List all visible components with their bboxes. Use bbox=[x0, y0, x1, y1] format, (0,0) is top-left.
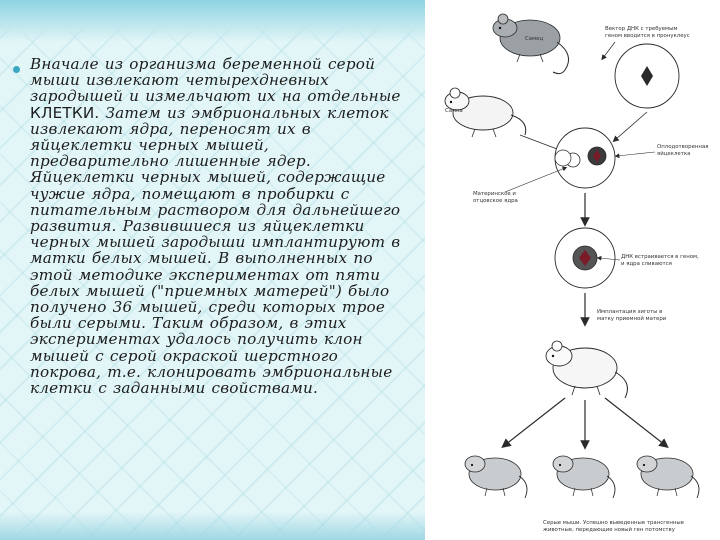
offspring-mouse-1-icon bbox=[465, 456, 527, 498]
paragraph-part-cells: КЛЕТКИ bbox=[30, 103, 95, 122]
dna-label-line2: и ядра сливаются bbox=[621, 261, 672, 267]
decorative-top-band bbox=[0, 0, 425, 42]
maternal-label-line1: Материнское и bbox=[473, 191, 516, 197]
female-label: Самка bbox=[445, 108, 463, 114]
paragraph-part-2: . Затем из эмбриональных клеток извлекают ядра, переносят их в яйцеклетки черных мышей, предварительно лишенные ядер. Яйцеклетки черных мышей, содержащие чужие ядра, помещают в пробирки с питательным раствором для дальнейшего развития. Развившиеся из яйцеклетки черных мышей зародыши имплантируют в матки белых мышей. В выполненных по этой методике экспериментах от пяти белых мышей ("приемных матерей") было получено 36 мышей, среди которых трое были серыми. Таким образом, в этих экспериментах удалось получить клон мышей с серой окраской шерстного покрова, т.е. клонировать эмбриональные клетки с заданными свойствами. bbox=[30, 103, 401, 398]
dna-label-line1: ДНК встраивается в геном, bbox=[621, 254, 699, 260]
offspring-mouse-2-icon bbox=[553, 456, 615, 498]
fertilized-label-line2: яйцеклетка bbox=[657, 151, 691, 157]
bottom-caption-line2: животные, передающие новый ген потомству bbox=[543, 527, 675, 533]
body-paragraph bbox=[30, 56, 402, 396]
top-right-label-line2: геном вводится в пронуклеус bbox=[605, 33, 690, 39]
implant-label-line2: матку приемной матери bbox=[597, 316, 667, 322]
male-label: Самец bbox=[525, 36, 544, 42]
surrogate-mouse-icon bbox=[546, 341, 627, 398]
fertilized-label-line1: Оплодотворенная bbox=[657, 144, 709, 150]
male-mouse-icon bbox=[493, 14, 569, 74]
top-right-label-line1: Вектор ДНК с требуемым bbox=[605, 26, 678, 32]
paragraph-part-1: Вначале из организма беременной серой мыши извлекают четырехдневных зародышей и измельчают их на отдельные bbox=[30, 55, 401, 106]
bottom-caption-line1: Серые мыши. Успешно выведенные трансгенные bbox=[543, 520, 684, 526]
offspring-mouse-3-icon bbox=[637, 456, 699, 498]
bullet-icon bbox=[13, 66, 20, 73]
maternal-label-line2: отцовское ядра bbox=[473, 198, 518, 204]
diagram-svg bbox=[425, 0, 720, 540]
implant-label-line1: Имплантация зиготы в bbox=[597, 309, 663, 315]
cloning-diagram bbox=[425, 0, 720, 540]
decorative-bottom-band bbox=[0, 512, 425, 540]
